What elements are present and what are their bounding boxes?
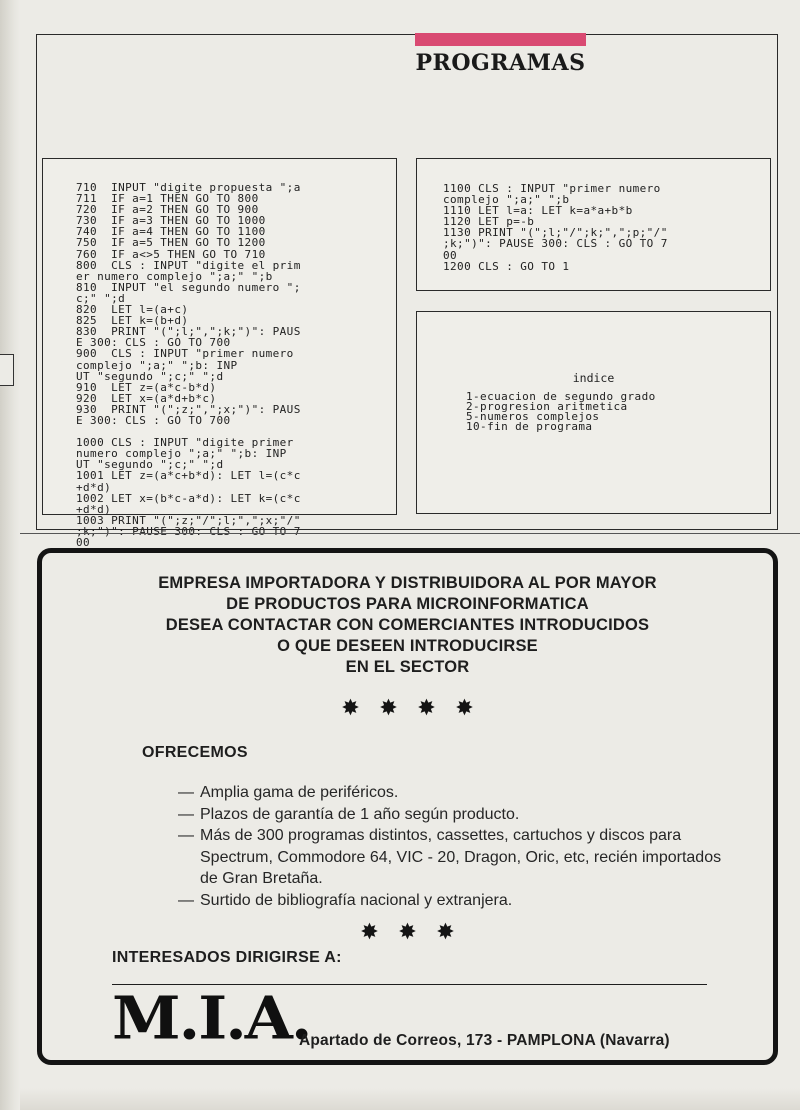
star-ornament-row: [42, 920, 773, 945]
contact-heading: INTERESADOS DIRIGIRSE A:: [112, 949, 342, 966]
index-box: [416, 311, 771, 514]
offer-item: — Plazos de garantía de 1 año según producto.: [178, 804, 738, 826]
ad-headline-line: DE PRODUCTOS PARA MICROINFORMATICA: [226, 595, 589, 613]
code-listing-left-text: 710 INPUT "digite propuesta ";a 711 IF a=1 THEN GO TO 800 720 IF a=2 THEN GO TO 900 730 IF a=3 THEN GO TO 1000 740 IF a=4 THEN GO TO 1100 750 IF a=5 THEN GO TO 1200 760 IF a<>5 THEN GO TO 710 800 CLS : INPUT "digite el prim er numero complejo ";a;" ";b 810 INPUT "el segundo numero "; c;" ";d 820 LET l=(a+c) 825 LET k=(b+d) 830 PRINT "(";l;",";k;")": PAUS E 300: CLS : GO TO 700 900 CLS : INPUT "primer numero complejo ";a;" ";b: INP UT "segundo ";c;" ";d 910 LET z=(a*c-b*d) 920 LET x=(a*d+b*c) 930 PRINT "(";z;",";x;")": PAUS E 300: CLS : GO TO 700 1000 CLS : INPUT "digite primer numero complejo ";a;" ";b: INP UT "segundo ";c;" ";d 1001 LET z=(a*c+b*d): LET l=(c*c +d*d) 1002 LET x=(b*c-a*d): LET k=(c*c +d*d) 1003 PRINT "(";z;"/";l;",";x;"/" ;k;")": PAUSE 300: CLS : GO TO 7 00: [76, 181, 301, 549]
ad-headline-line: O QUE DESEEN INTRODUCIRSE: [277, 637, 538, 655]
code-listing-left: [42, 158, 397, 549]
ad-headline-line: EN EL SECTOR: [345, 658, 470, 676]
offer-heading: OFRECEMOS: [142, 744, 248, 761]
section-title: PROGRAMAS: [415, 50, 586, 76]
offer-item: — Surtido de bibliografía nacional y extranjera.: [178, 890, 738, 912]
page-tab-marker: [0, 354, 14, 386]
star-icon: ✸: [436, 920, 455, 945]
star-icon: ✸: [398, 920, 417, 945]
page-bottom-edge: [20, 1088, 800, 1110]
company-logo: M.I.A.: [112, 983, 311, 1053]
code-listing-right: [416, 158, 771, 291]
advertisement: [37, 548, 778, 1065]
index-list: 1-ecuacion de segundo grado 2-progresion aritmetica 5-numeros complejos 10-fin de programa: [466, 390, 656, 433]
star-icon: ✸: [379, 696, 398, 721]
star-icon: ✸: [360, 920, 379, 945]
star-icon: ✸: [417, 696, 436, 721]
section-accent-bar: [415, 33, 586, 46]
index-title: indice: [572, 371, 615, 385]
ad-headline: [42, 573, 773, 678]
section-divider: [20, 533, 800, 534]
offer-item: — Más de 300 programas distintos, cassettes, cartuchos y discos para Spectrum, Commodore 64, VIC - 20, Dragon, Oric, etc, recién importados de Gran Bretaña.: [178, 825, 738, 890]
star-icon: ✸: [455, 696, 474, 721]
star-icon: ✸: [341, 696, 360, 721]
ad-headline-line: EMPRESA IMPORTADORA Y DISTRIBUIDORA AL POR MAYOR: [158, 574, 657, 592]
company-address: Apartado de Correos, 173 - PAMPLONA (Navarra): [299, 1032, 670, 1049]
page-binding-edge: [0, 0, 20, 1110]
offer-list: [178, 782, 738, 912]
code-listing-right-text: 1100 CLS : INPUT "primer numero complejo ";a;" ";b 1110 LET l=a: LET k=a*a+b*b 1120 LET p=-b 1130 PRINT "(";l;"/";k;",";p;"/" ;k;")": PAUSE 300: CLS : GO TO 7 00 1200 CLS : GO TO 1: [443, 182, 668, 273]
star-ornament-row: [42, 696, 773, 721]
offer-item: — Amplia gama de periféricos.: [178, 782, 738, 804]
ad-headline-line: DESEA CONTACTAR CON COMERCIANTES INTRODUCIDOS: [165, 616, 650, 634]
